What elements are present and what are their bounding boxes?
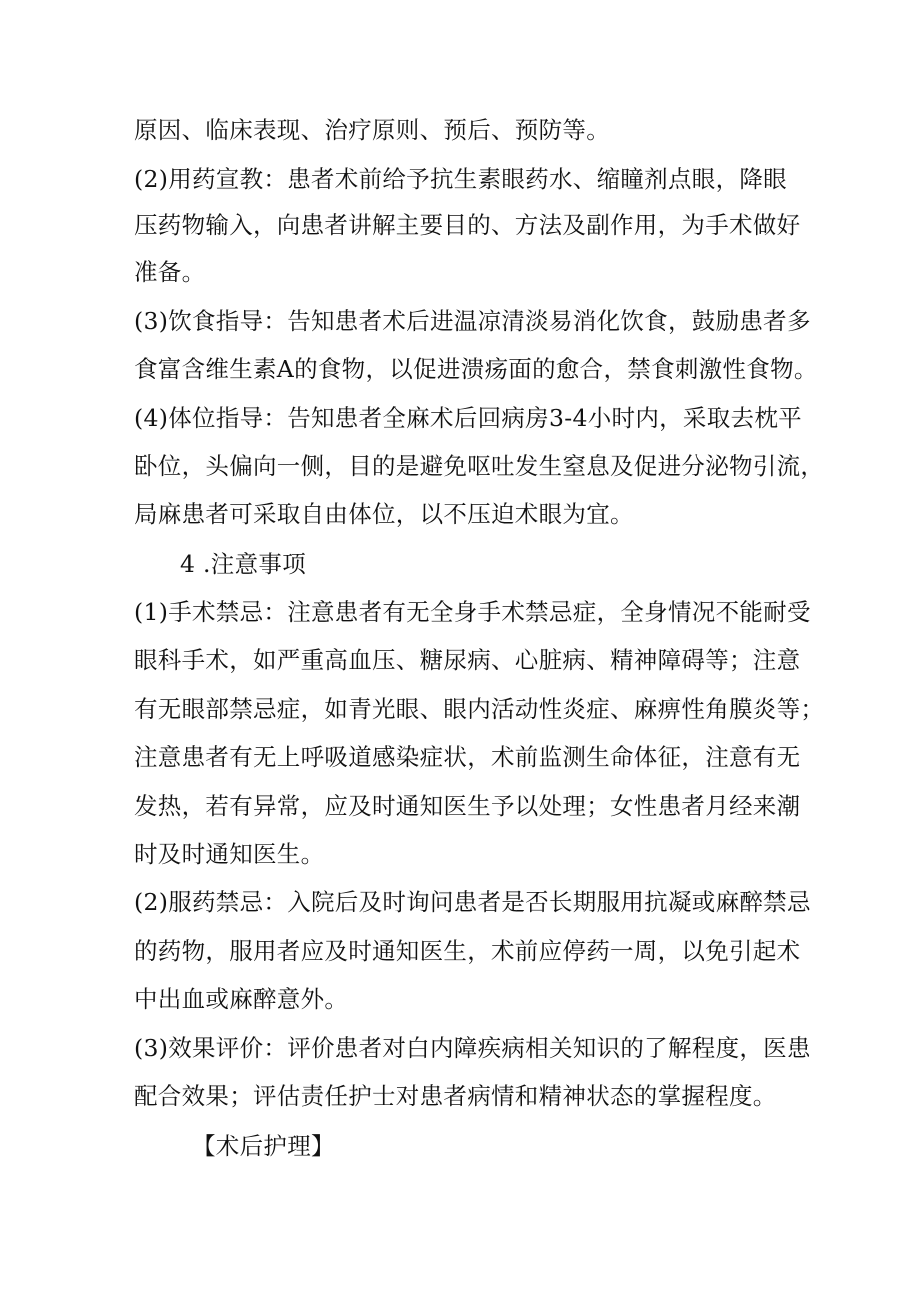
text-line: 有无眼部禁忌症，如青光眼、眼内活动性炎症、麻痹性角膜炎等； [134,695,825,723]
text-line: 准备。 [134,258,206,286]
text-line: 原因、临床表现、治疗原则、预后、预防等。 [134,116,610,144]
section-heading: 【术后护理】 [192,1132,335,1160]
text-line: 卧位，头偏向一侧，目的是避免呕吐发生窒息及促进分泌物引流， [134,452,825,480]
text-line: 的药物，服用者应及时通知医生，术前应停药一周，以免引起术 [134,937,801,965]
text-line: 眼科手术，如严重高血压、糖尿病、心脏病、精神障碍等；注意 [134,646,801,674]
text-line: (2)服药禁忌：入院后及时询问患者是否长期服用抗凝或麻醉禁忌 [134,888,811,916]
text-line: 配合效果；评估责任护士对患者病情和精神状态的掌握程度。 [134,1082,777,1110]
text-line: 时及时通知医生。 [134,840,325,868]
text-line: (3)饮食指导：告知患者术后进温凉清淡易消化饮食，鼓励患者多 [134,307,811,335]
text-line: 中出血或麻醉意外。 [134,985,349,1013]
text-line: 注意患者有无上呼吸道感染症状，术前监测生命体征，注意有无 [134,743,801,771]
text-line: 食富含维生素A的食物，以促进溃疡面的愈合，禁食刺激性食物。 [134,355,818,383]
text-line: 局麻患者可采取自由体位，以不压迫术眼为宜。 [134,500,634,528]
section-heading: 4 .注意事项 [180,550,306,578]
text-line: 压药物输入，向患者讲解主要目的、方法及副作用，为手术做好 [134,211,801,239]
text-line: (4)体位指导：告知患者全麻术后回病房3-4小时内，采取去枕平 [134,404,802,432]
text-line: (1)手术禁忌：注意患者有无全身手术禁忌症，全身情况不能耐受 [134,598,811,626]
text-line: (2)用药宣教：患者术前给予抗生素眼药水、缩瞳剂点眼，降眼 [134,165,787,193]
text-line: 发热，若有异常，应及时通知医生予以处理；女性患者月经来潮 [134,792,801,820]
text-line: (3)效果评价：评价患者对白内障疾病相关知识的了解程度，医患 [134,1034,811,1062]
